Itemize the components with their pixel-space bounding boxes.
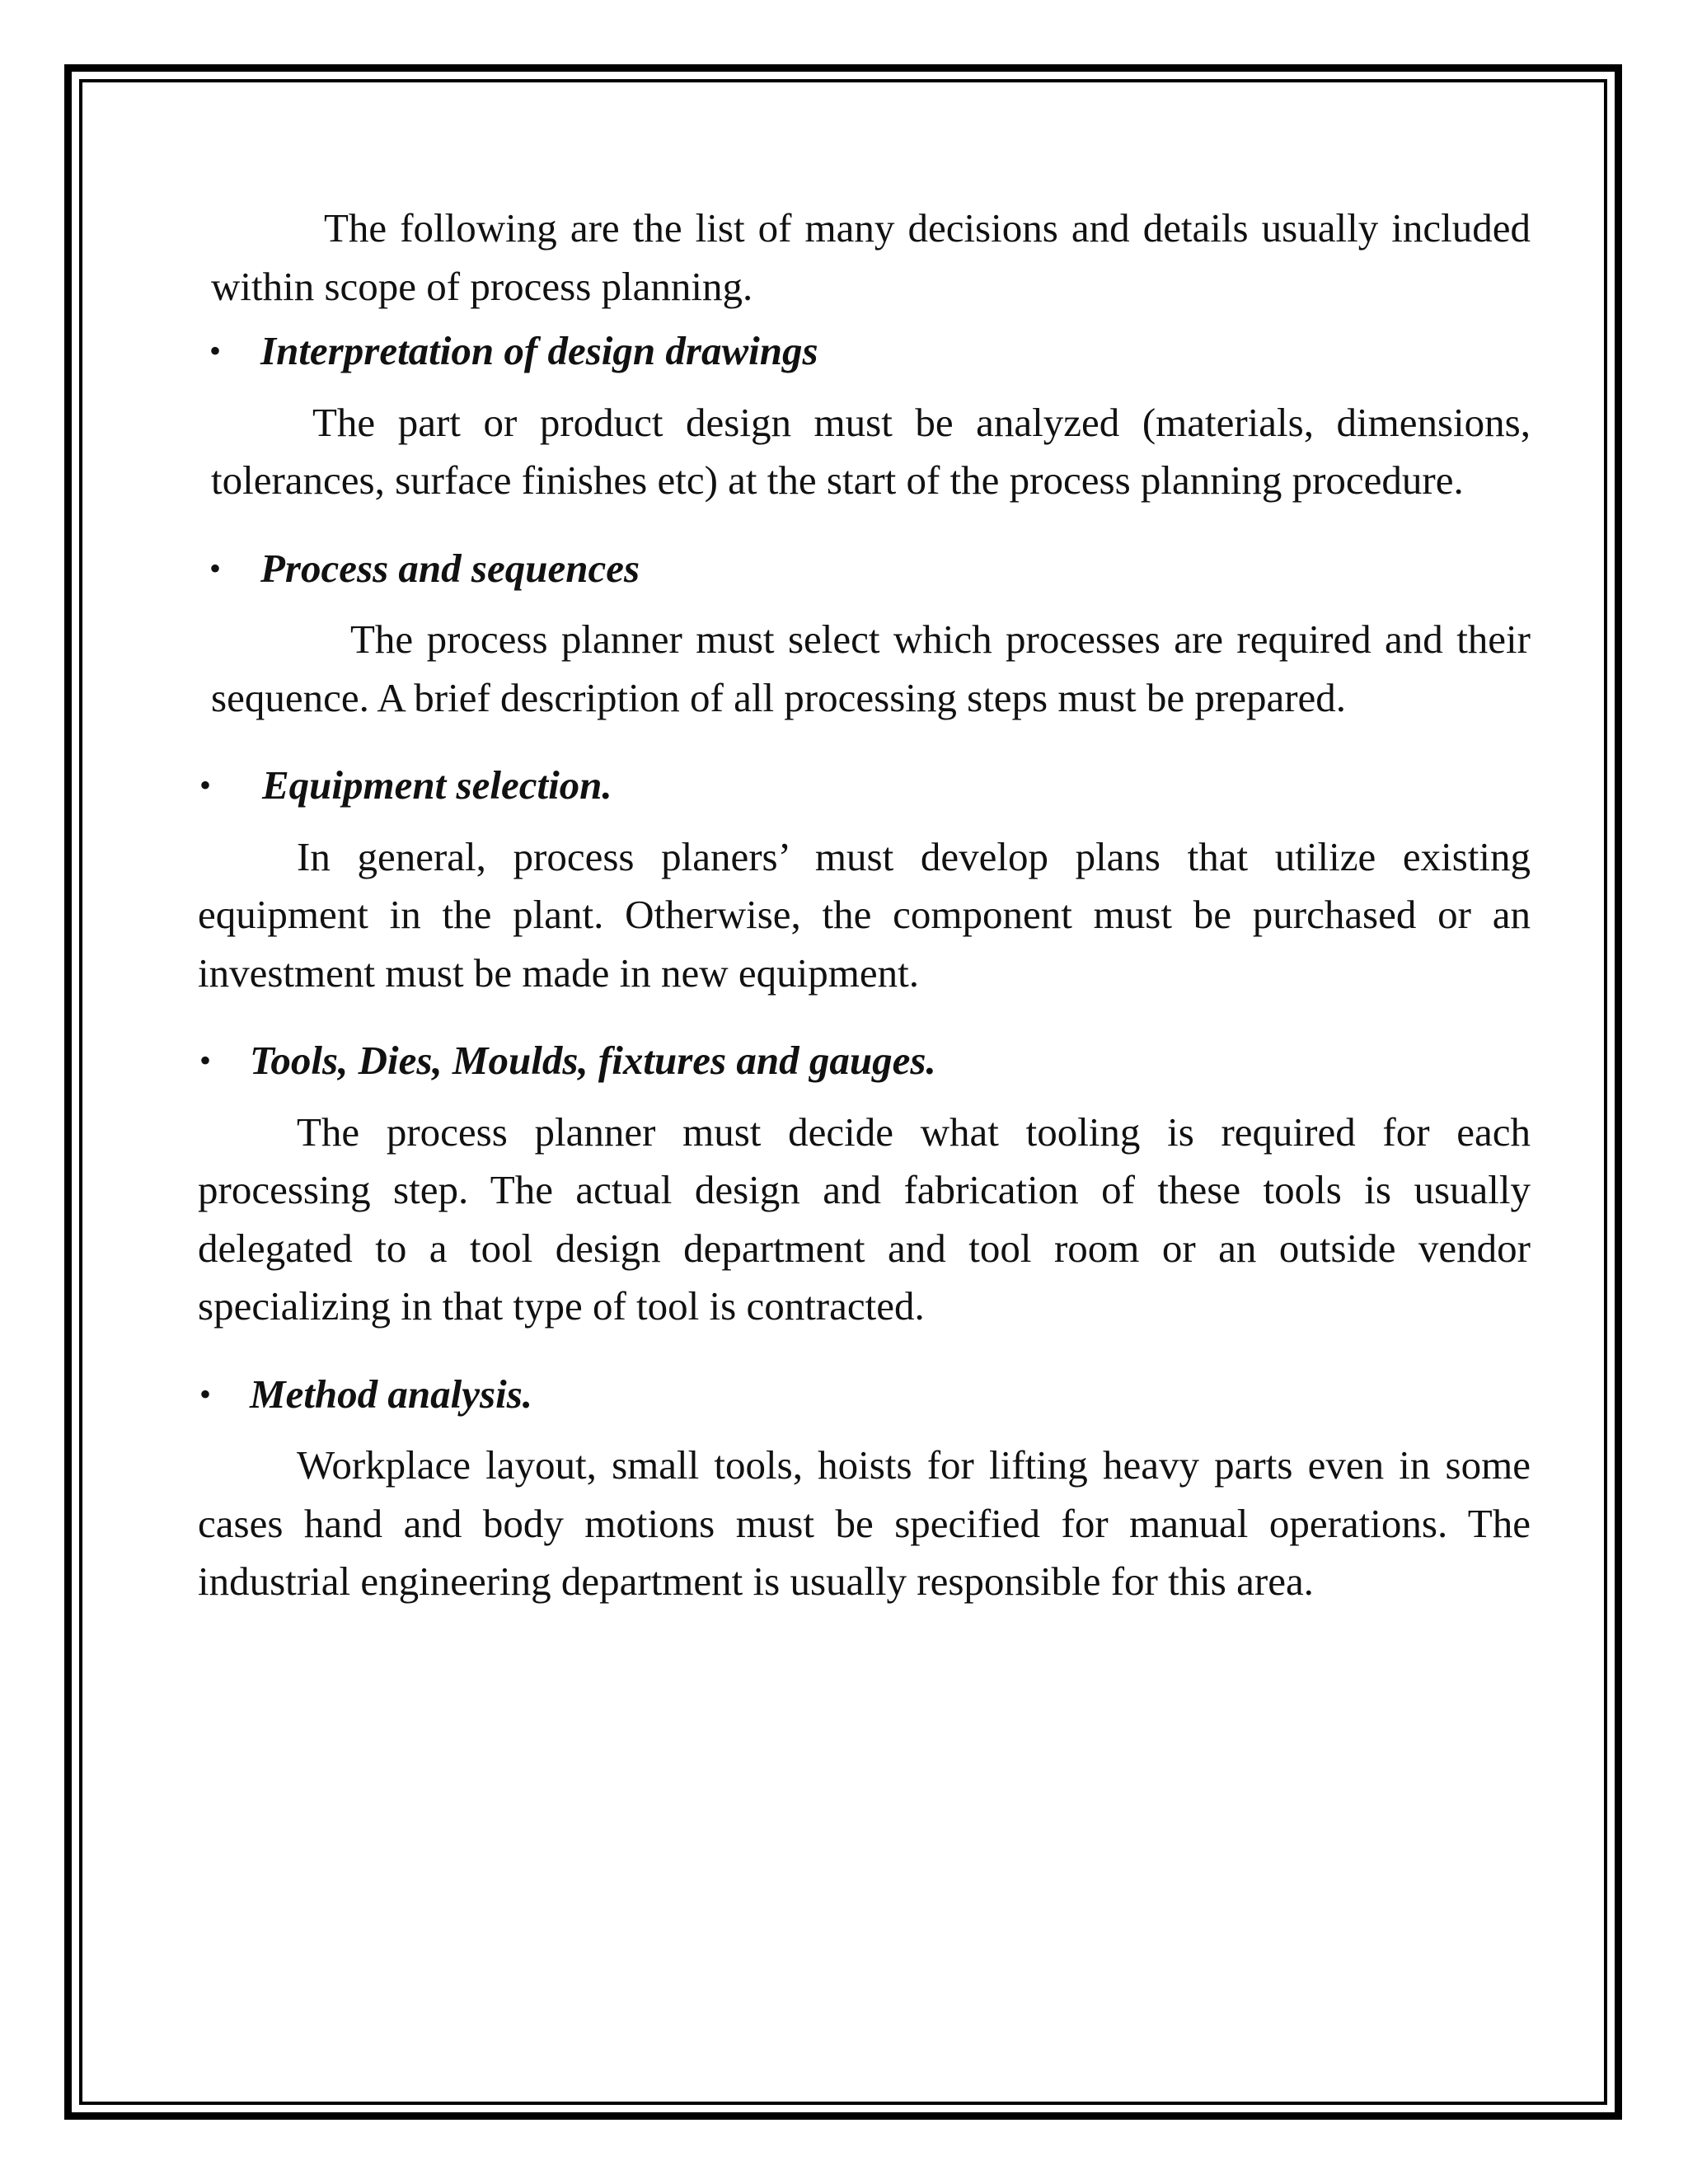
bullet-icon: • (199, 1042, 212, 1079)
intro-paragraph: The following are the list of many decisions and details usually included within scope of process planning. (211, 205, 1531, 309)
bullet-icon: • (199, 766, 212, 804)
section-heading-interpretation (198, 322, 1531, 381)
section-body-method-analysis: Workplace layout, small tools, hoists for lifting heavy parts even in some cases hand and body motions must be specified for manual operations. The industrial engineering department is usually responsible for this area. (198, 1442, 1531, 1604)
section-body-tools-dies: The process planner must decide what tooling is required for each processing step. The actual design and fabrication of these tools is usually delegated to a tool design department and tool room or an outside vendor specializing in that type of tool is contracted. (198, 1108, 1531, 1329)
document-body (198, 199, 1531, 1611)
section-heading-label: Method analysis. (250, 1371, 533, 1417)
section-heading-label: Interpretation of design drawings (260, 328, 818, 373)
section-heading-tools-dies (198, 1032, 1531, 1090)
section-heading-label: Process and sequences (260, 545, 640, 591)
section-body-interpretation: The part or product design must be analyzed (materials, dimensions, tolerances, surface finishes etc) at the start of the process planning procedure. (211, 399, 1531, 503)
section-heading-process-sequences (198, 540, 1531, 598)
section-body-equipment-selection: In general, process planers’ must develop plans that utilize existing equipment in the plant. Otherwise, the component must be purchased or an investment must be made in new equipment. (198, 833, 1531, 996)
section-heading-method-analysis (198, 1366, 1531, 1424)
section-heading-label: Equipment selection. (262, 762, 612, 808)
bullet-icon: • (199, 1375, 212, 1413)
section-heading-equipment-selection (198, 757, 1531, 815)
section-body-process-sequences: The process planner must select which processes are required and their sequence. A brief description of all processing steps must be prepared. (211, 616, 1531, 720)
bullet-icon: • (209, 549, 222, 587)
bullet-icon: • (209, 332, 222, 369)
section-heading-label: Tools, Dies, Moulds, fixtures and gauges. (250, 1038, 936, 1083)
